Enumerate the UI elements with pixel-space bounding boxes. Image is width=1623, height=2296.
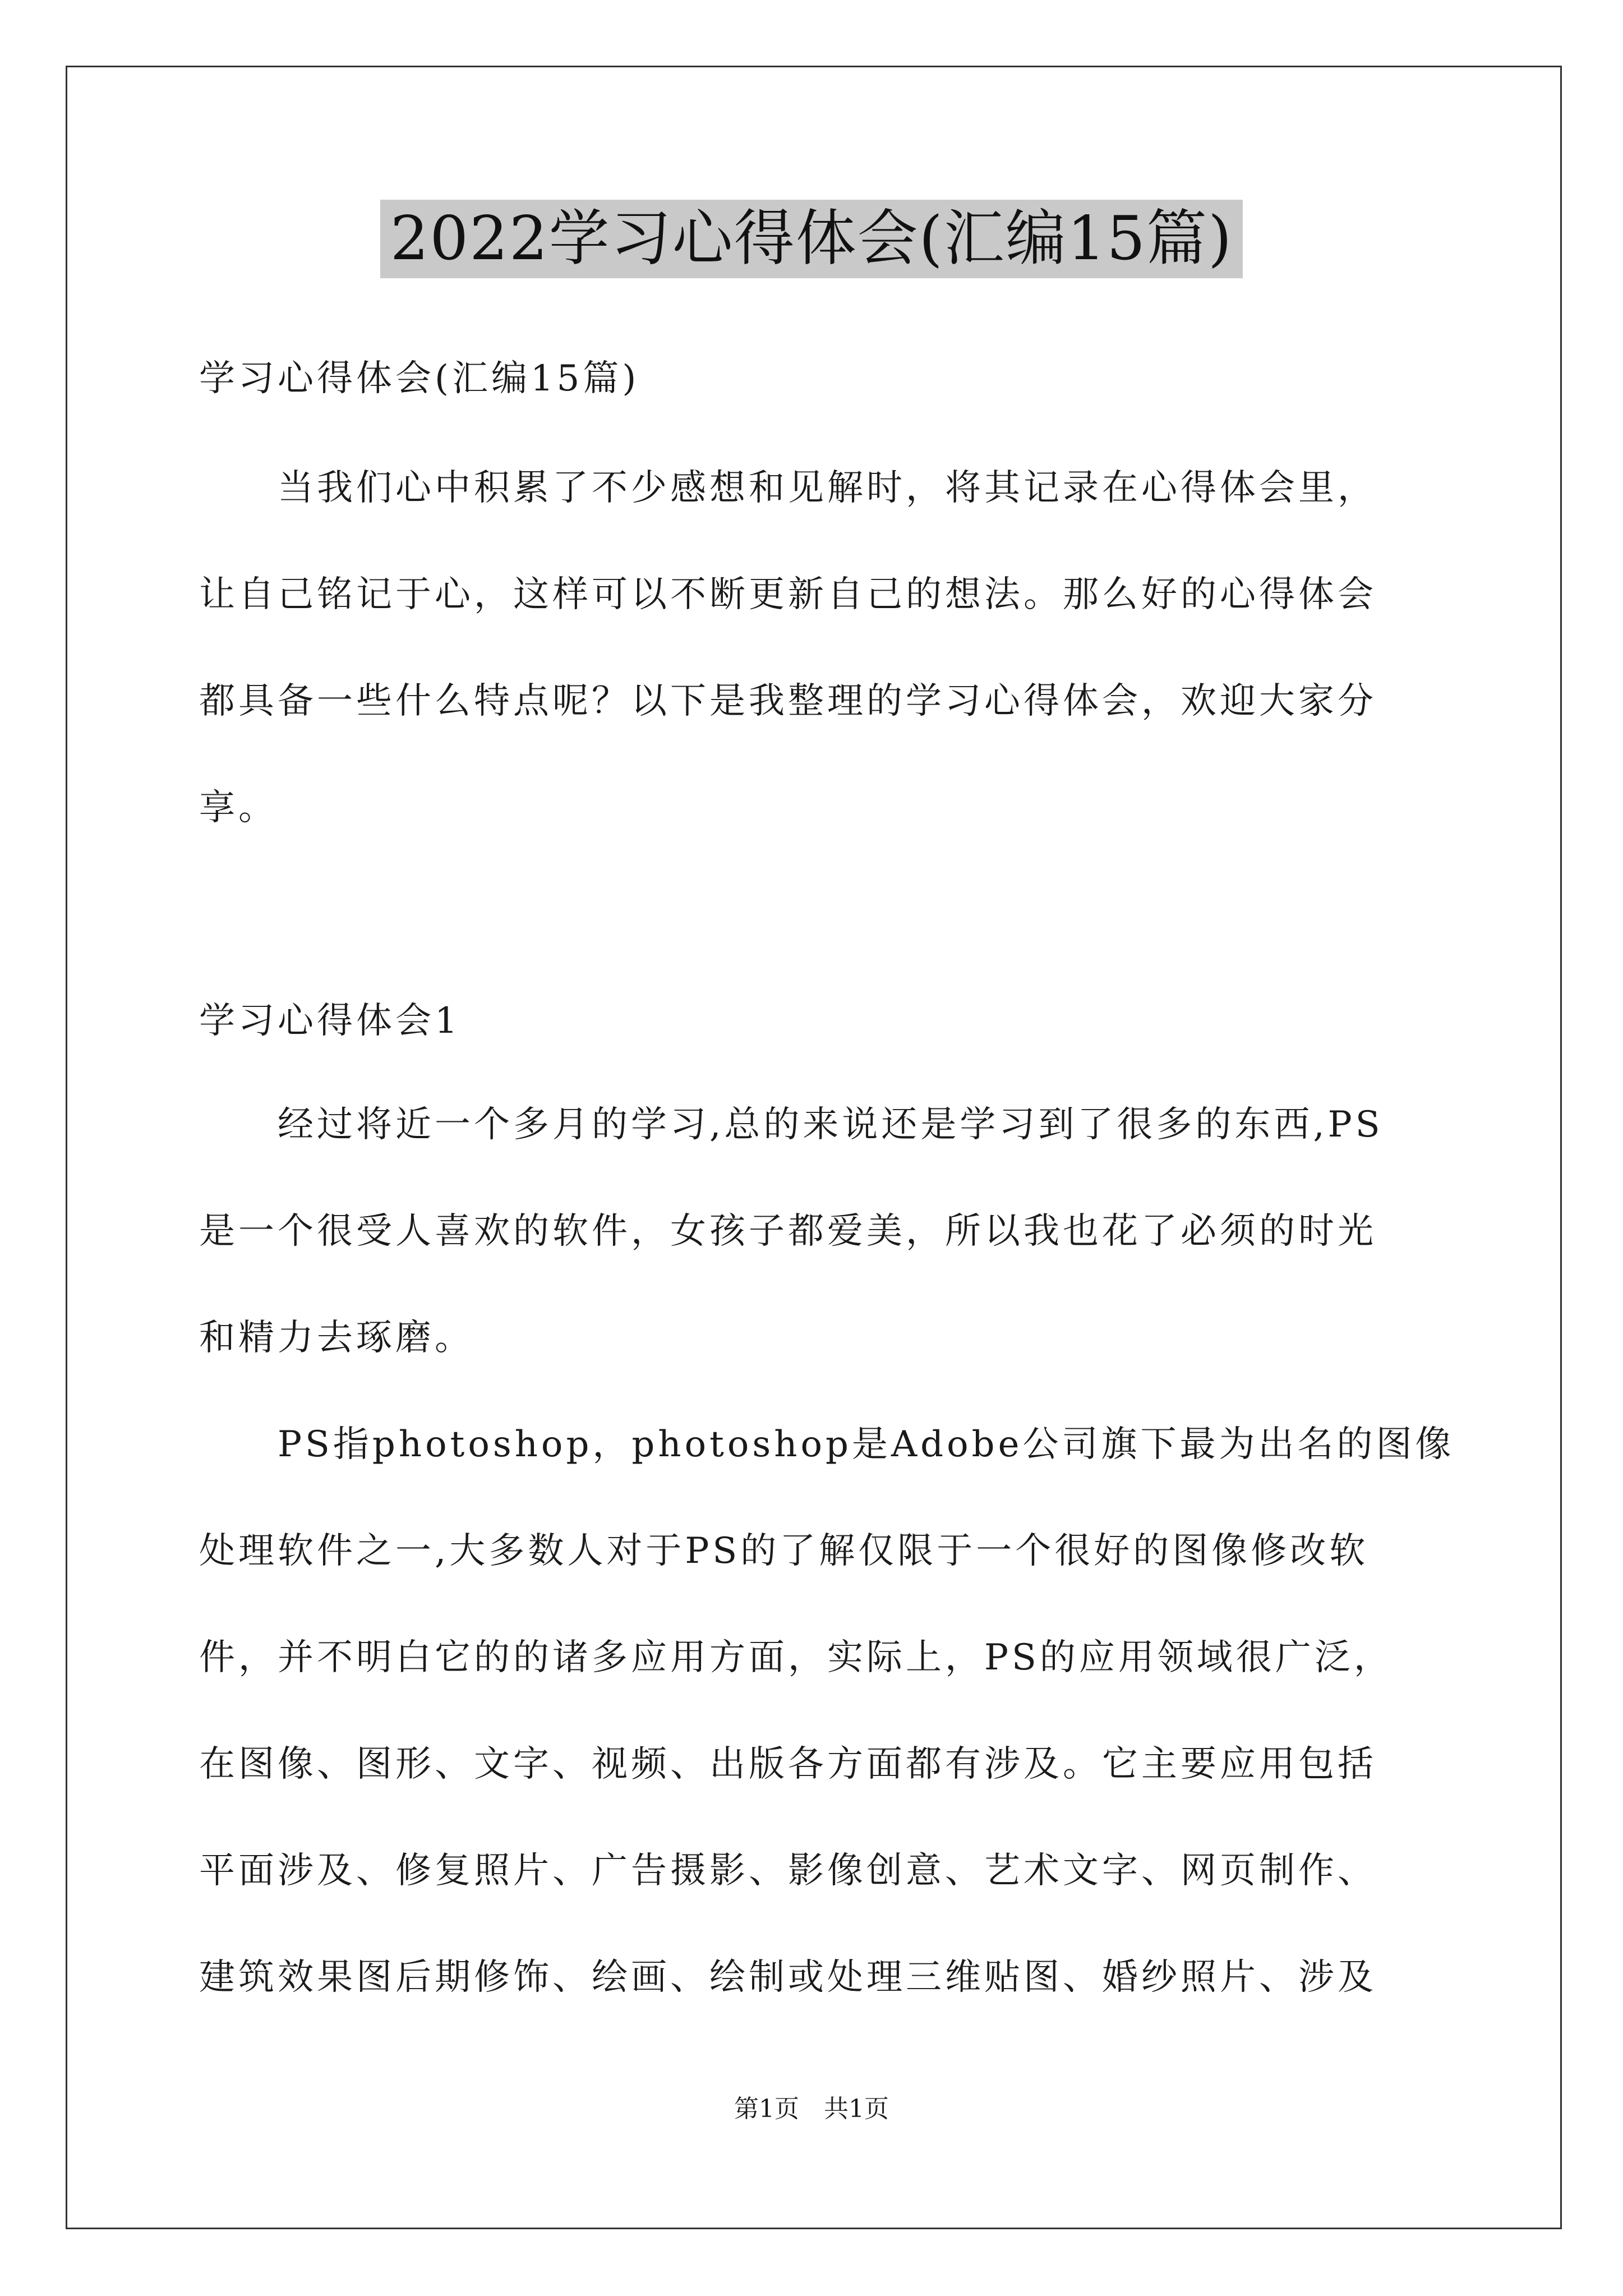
paragraph-line: PS指photoshop，photoshop是Adobe公司旗下最为出名的图像 <box>199 1424 1455 1465</box>
paragraph-line: 平面涉及、修复照片、广告摄影、影像创意、艺术文字、网页制作、 <box>199 1850 1377 1892</box>
page-footer: 第1页 共1页 <box>734 2095 889 2123</box>
title-container <box>0 200 1623 278</box>
intro-line: 当我们心中积累了不少感想和见解时，将其记录在心得体会里， <box>199 467 1377 509</box>
paragraph-line: 处理软件之一,大多数人对于PS的了解仅限于一个很好的图像修改软 <box>199 1530 1369 1572</box>
paragraph-line: 在图像、图形、文字、视频、出版各方面都有涉及。它主要应用包括 <box>199 1743 1377 1785</box>
paragraph-line: 经过将近一个多月的学习,总的来说还是学习到了很多的东西,PS <box>199 1104 1384 1145</box>
intro-line: 让自己铭记于心，这样可以不断更新自己的想法。那么好的心得体会 <box>199 574 1377 615</box>
paragraph-line: 和精力去琢磨。 <box>199 1317 474 1359</box>
paragraph-line: 是一个很受人喜欢的软件，女孩子都爱美，所以我也花了必须的时光 <box>199 1211 1377 1252</box>
document-subtitle: 学习心得体会(汇编15篇) <box>199 358 640 399</box>
paragraph-line: 建筑效果图后期修饰、绘画、绘制或处理三维贴图、婚纱照片、涉及 <box>199 1957 1377 1998</box>
paragraph-line: 件，并不明白它的的诸多应用方面，实际上，PS的应用领域很广泛， <box>199 1637 1393 1678</box>
intro-line: 都具备一些什么特点呢？以下是我整理的学习心得体会，欢迎大家分 <box>199 680 1377 722</box>
section-heading: 学习心得体会1 <box>199 1000 461 1042</box>
document-title: 2022学习心得体会(汇编15篇) <box>380 200 1243 278</box>
intro-line: 享。 <box>199 787 278 829</box>
